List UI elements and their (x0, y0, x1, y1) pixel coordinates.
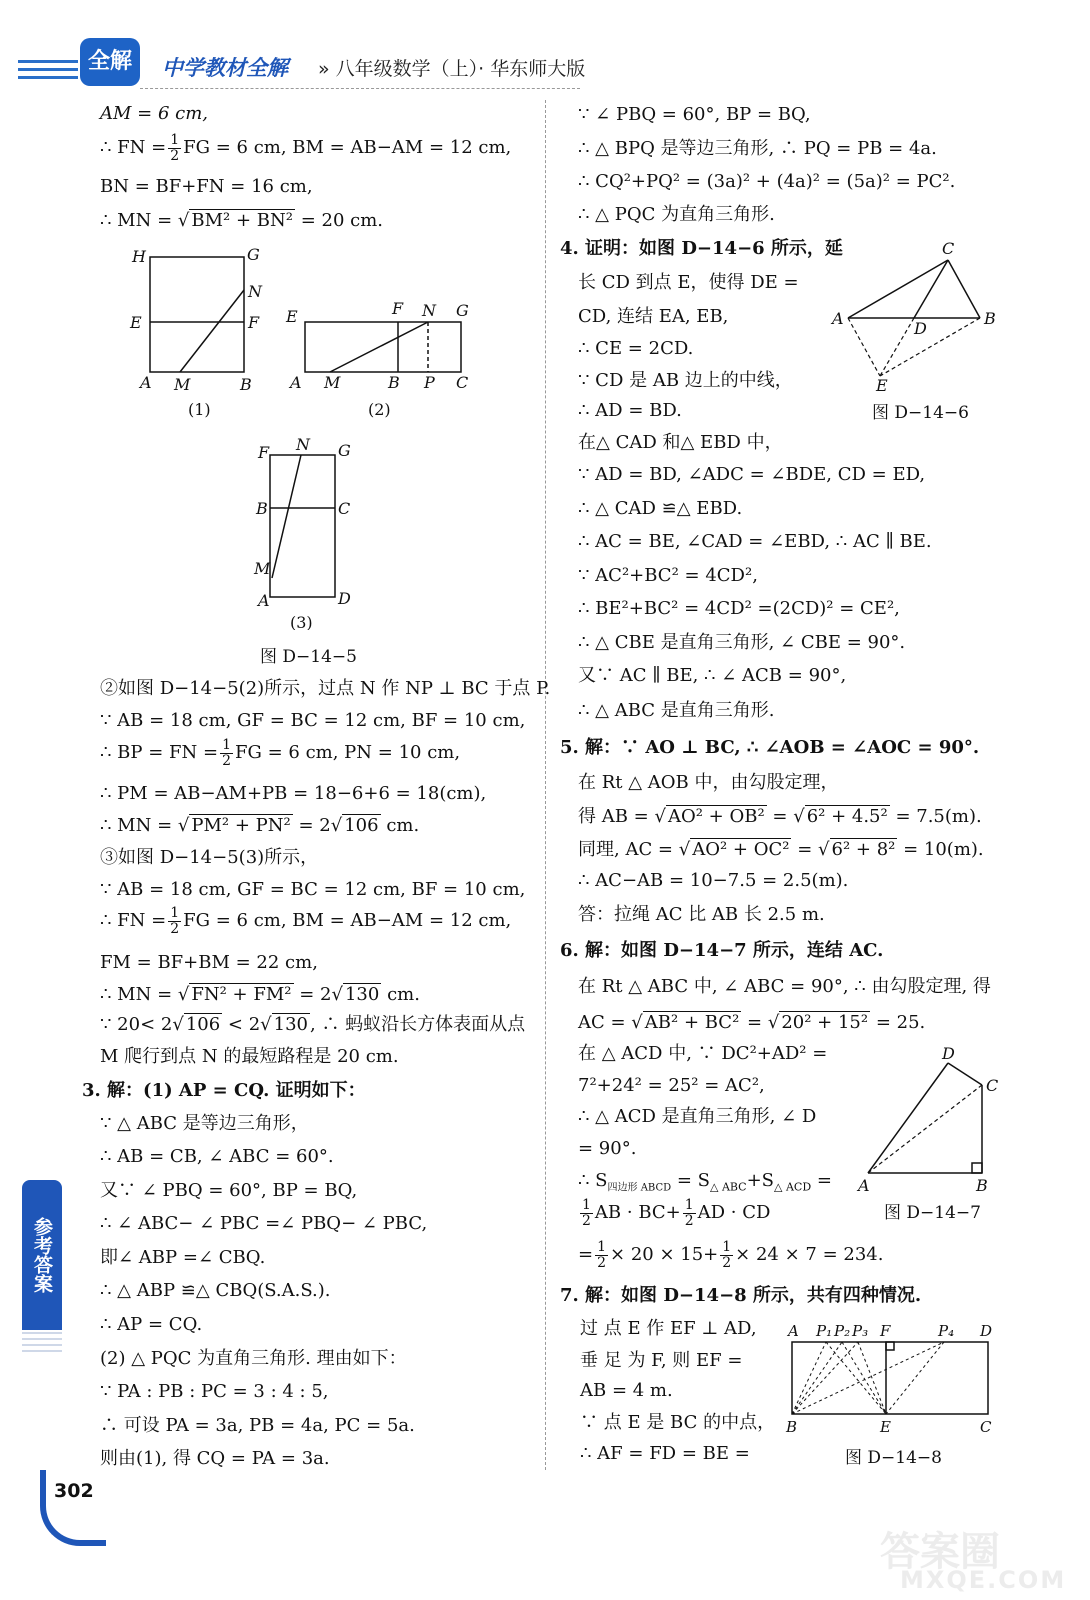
text-line: ∴ CQ²+PQ² = (3a)² + (4a)² = (5a)² = PC². (578, 171, 956, 192)
text-line: 又∵ AC ∥ BE, ∴ ∠ ACB = 90°, (578, 665, 847, 686)
text-line: 则由(1), 得 CQ = PA = 3a. (100, 1448, 330, 1469)
figure-caption: 图 D−14−6 (872, 403, 969, 423)
text-line: ∵ PA : PB : PC = 3 : 4 : 5, (100, 1381, 329, 1402)
text-line: ∵ 点 E 是 BC 的中点， (580, 1412, 776, 1433)
fig-sub-3: (3) (290, 613, 313, 630)
page-number: 302 (54, 1480, 94, 1502)
text-line: FM = BF+BM = 22 cm, (100, 952, 318, 973)
text-line: ∴ AB = CB, ∠ ABC = 60°. (100, 1146, 334, 1167)
label-A: A (258, 591, 270, 610)
text-line: ∴ AD = BD. (578, 400, 682, 421)
label-H: H (132, 247, 146, 266)
problem-5-heading: 5. 解：∵ AO ⊥ BC, ∴ ∠AOB = ∠AOC = 90°. (560, 737, 980, 758)
text-line: ∵ AB = 18 cm, GF = BC = 12 cm, BF = 10 cm, (100, 710, 526, 731)
text-line: ∴ 可设 PA = 3a, PB = 4a, PC = 5a. (100, 1415, 415, 1436)
text-line: ∴ △ ABC 是直角三角形. (578, 700, 775, 721)
text-line: ∴ △ ABP ≌△ CBQ(S.A.S.). (100, 1280, 331, 1301)
label-C: C (338, 499, 351, 518)
text-line: BN = BF+FN = 16 cm, (100, 176, 313, 197)
label-P1: P₁ (816, 1322, 833, 1340)
problem-7-heading: 7. 解：如图 D−14−8 所示，共有四种情况. (560, 1285, 922, 1306)
label-E: E (876, 376, 888, 393)
text-line: 即∠ ABP =∠ CBQ. (100, 1247, 266, 1268)
label-B: B (256, 499, 268, 518)
label-A: A (290, 373, 302, 392)
text-line: ∵ AB = 18 cm, GF = BC = 12 cm, BF = 10 cm, (100, 879, 526, 900)
text-line: CD, 连结 EA, EB, (578, 306, 729, 327)
text-line: M 爬行到点 N 的最短路程是 20 cm. (100, 1046, 399, 1067)
text-line: ∴ $S_{四边形 ABCD} = S_{\triangle ABC}+S_{\triangle ACD}$ = (578, 1170, 832, 1194)
text-line: ∴ MN = √ BM² + BN² = 20 cm. (100, 210, 384, 231)
watermark: 答案圈 (880, 1529, 1000, 1575)
text-line: ∴ BP = FN = $\frac{1}{2}$ FG = 6 cm, PN = 10 cm, (100, 737, 461, 769)
side-tab: 参考答案 (22, 1180, 62, 1330)
text-line: ∴ MN = √ FN² + FM² = 2√ 130 cm. (100, 984, 420, 1005)
text-line: ∴ FN = $\frac{1}{2}$ FG = 6 cm, BM = AB−AM = 12 cm, (100, 905, 512, 937)
page-header (0, 0, 1090, 90)
label-P3: P₃ (852, 1322, 869, 1340)
text-line: ∴ △ PQC 为直角三角形. (578, 204, 775, 225)
text-line: ∵ 20< 2√ 106 < 2√ 130 , ∴ 蚂蚁沿长方体表面从点 (100, 1014, 526, 1035)
figure-d-14-8 (782, 1318, 1002, 1443)
fraction: $\frac{1}{2}$ (722, 1239, 732, 1271)
text-line: ∴ △ CAD ≌△ EBD. (578, 498, 743, 519)
problem-4-heading: 4. 证明：如图 D−14−6 所示，延 (560, 238, 843, 259)
text-line: 在 △ ACD 中, ∵ DC²+AD² = (578, 1043, 828, 1064)
text-line: 长 CD 到点 E，使得 DE = (578, 272, 799, 293)
label-E: E (286, 307, 298, 326)
label-M: M (324, 373, 341, 392)
label-B: B (786, 1418, 798, 1436)
fraction: $\frac{1}{2}$ (597, 1239, 607, 1271)
text-line: 7²+24² = 25² = AC², (578, 1075, 765, 1096)
text-line: $\frac{1}{2}$ AB · BC+ $\frac{1}{2}$ AD · CD (582, 1197, 771, 1229)
header-decor-lines (18, 60, 78, 84)
label-F: F (258, 443, 270, 462)
text-line: ∴ AP = CQ. (100, 1314, 203, 1335)
fraction: $\frac{1}{2}$ (684, 1197, 694, 1229)
label-M: M (174, 375, 191, 394)
label-E: E (880, 1418, 891, 1436)
text-line: ∴ AC−AB = 10−7.5 = 2.5(m). (578, 870, 849, 891)
text-line: ∵ AC²+BC² = 4CD², (578, 565, 758, 586)
text-line: (2) △ PQC 为直角三角形. 理由如下： (100, 1348, 407, 1369)
label-D: D (980, 1322, 993, 1340)
fraction: $\frac{1}{2}$ (582, 1197, 591, 1229)
figure-d-14-6 (828, 238, 1008, 393)
label-A: A (788, 1322, 799, 1340)
text-line: ∵ ∠ PBQ = 60°, BP = BQ, (578, 104, 811, 125)
text-line: AM = 6 cm, (100, 103, 208, 124)
label-B: B (976, 1176, 988, 1195)
label-P2: P₂ (834, 1322, 851, 1340)
figure-d-14-5 (120, 240, 490, 630)
label-B: B (984, 309, 996, 328)
label-D: D (338, 589, 351, 608)
text-line: = $\frac{1}{2}$ × 20 × 15+ $\frac{1}{2}$ × 24 × 7 = 234. (578, 1239, 884, 1271)
problem-6-heading: 6. 解：如图 D−14−7 所示，连结 AC. (560, 940, 884, 961)
fig-sub-1: (1) (188, 400, 211, 419)
figure-caption: 图 D−14−8 (845, 1448, 942, 1468)
label-D: D (914, 319, 927, 338)
label-F: F (880, 1322, 891, 1340)
text-line: ∴ FN = $\frac{1}{2}$ FG = 6 cm, BM = AB−AM = 12 cm, (100, 132, 512, 164)
text-line: ∵ △ ABC 是等边三角形， (100, 1113, 309, 1134)
figure-d-14-7 (850, 1045, 1010, 1195)
label-C: C (456, 373, 469, 392)
figure-caption: 图 D−14−5 (260, 647, 357, 667)
fig-sub-2: (2) (368, 400, 391, 419)
text-line: 答：拉绳 AC 比 AB 长 2.5 m. (578, 904, 825, 925)
text-line: ∴ CE = 2CD. (578, 338, 694, 359)
text-line: 在△ CAD 和△ EBD 中， (578, 432, 783, 453)
book-logo-icon: 全解 (80, 38, 140, 86)
fraction: $\frac{1}{2}$ (170, 905, 180, 937)
text-line: 得 AB = √ AO² + OB² = √ 6² + 4.5² = 7.5(m). (578, 806, 982, 827)
label-E: E (130, 313, 142, 332)
text-line: ∴ △ CBE 是直角三角形, ∠ CBE = 90°. (578, 632, 906, 653)
label-B: B (240, 375, 252, 394)
text-line: = 90°. (578, 1138, 637, 1159)
label-C: C (980, 1418, 992, 1436)
label-C: C (986, 1076, 999, 1095)
text-line: ∴ MN = √ PM² + PN² = 2√ 106 cm. (100, 815, 420, 836)
text-line: 同理, AC = √ AO² + OC² = √ 6² + 8² = 10(m). (578, 839, 984, 860)
text-line: ∴ BE²+BC² = 4CD² =(2CD)² = CE², (578, 598, 900, 619)
label-A: A (140, 373, 152, 392)
fraction: $\frac{1}{2}$ (222, 737, 232, 769)
header-rule (140, 88, 580, 89)
label-B: B (388, 373, 400, 392)
text-line: 在 Rt △ ABC 中, ∠ ABC = 90°, ∴ 由勾股定理, 得 (578, 976, 991, 997)
text-line: 垂 足 为 F, 则 EF = (580, 1350, 743, 1371)
watermark-url: MXQE.COM (900, 1566, 1067, 1594)
text-line: 又∵ ∠ PBQ = 60°, BP = BQ, (100, 1180, 358, 1201)
label-A: A (832, 309, 844, 328)
text-line: ③如图 D−14−5(3)所示， (100, 847, 319, 868)
label-M: M (254, 559, 271, 578)
problem-3-heading: 3. 解：(1) AP = CQ. 证明如下： (82, 1080, 366, 1101)
text-line: ∵ AD = BD, ∠ADC = ∠BDE, CD = ED, (578, 464, 926, 485)
label-N: N (296, 435, 310, 454)
label-P: P (424, 373, 435, 392)
text-line: ②如图 D−14−5(2)所示，过点 N 作 NP ⊥ BC 于点 P. (100, 678, 551, 699)
label-P4: P₄ (938, 1322, 955, 1340)
header-title: 中学教材全解 (162, 56, 288, 80)
label-A: A (858, 1176, 870, 1195)
label-D: D (942, 1045, 955, 1063)
text-line: ∴ △ ACD 是直角三角形, ∠ D (578, 1106, 817, 1127)
label-G: G (456, 301, 469, 320)
text-line: AB = 4 m. (580, 1380, 673, 1401)
text-line: ∴ ∠ ABC− ∠ PBC =∠ PBQ− ∠ PBC, (100, 1213, 428, 1234)
header-subtitle: » 八年级数学（上）· 华东师大版 (318, 58, 586, 80)
label-G: G (338, 441, 351, 460)
label-C: C (942, 239, 955, 258)
text-line: ∴ AF = FD = BE = (580, 1443, 750, 1464)
text-line: 过 点 E 作 EF ⊥ AD, (580, 1318, 757, 1339)
text-line: AC = √ AB² + BC² = √ 20² + 15² = 25. (578, 1012, 926, 1033)
text-line: ∵ CD 是 AB 边上的中线， (578, 370, 793, 391)
text-line: ∴ AC = BE, ∠CAD = ∠EBD, ∴ AC ∥ BE. (578, 531, 932, 552)
label-N: N (422, 301, 436, 320)
label-F: F (248, 313, 260, 332)
label-F: F (392, 299, 404, 318)
text-line: ∴ PM = AB−AM+PB = 18−6+6 = 18(cm), (100, 783, 487, 804)
figure-caption: 图 D−14−7 (884, 1203, 981, 1223)
fraction: $\frac{1}{2}$ (170, 132, 180, 164)
text-line: 在 Rt △ AOB 中，由勾股定理， (578, 772, 839, 793)
column-divider (545, 100, 546, 1470)
text-line: ∴ △ BPQ 是等边三角形, ∴ PQ = PB = 4a. (578, 138, 937, 159)
side-tab-lines (22, 1332, 62, 1356)
label-G: G (247, 245, 260, 264)
label-N: N (248, 282, 262, 301)
